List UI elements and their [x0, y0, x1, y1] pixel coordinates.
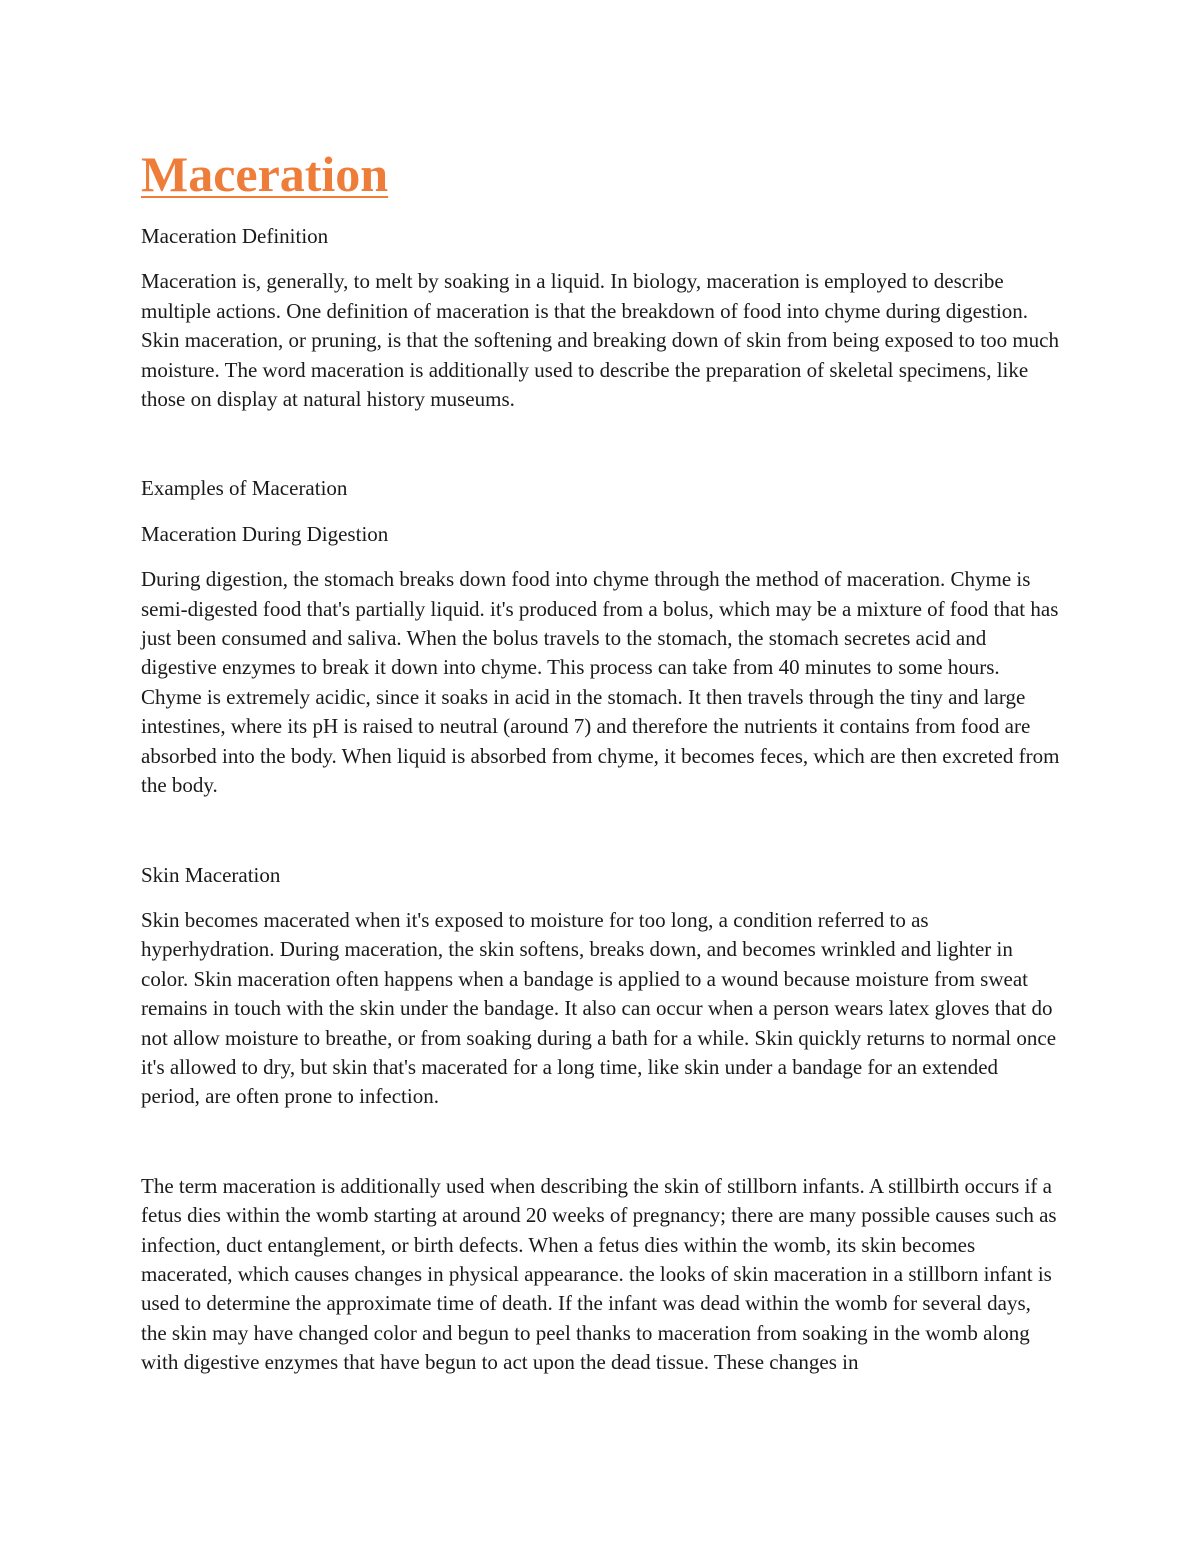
digestion-paragraph: During digestion, the stomach breaks down food into chyme through the method of maceration. Chyme is semi-digested food that's partially liquid. it's produced from a bolus, which may be a mixture of food that has just been consumed and saliva. When the bolus travels to the stomach, the stomach secretes acid and digestive enzymes to break it down into chyme. This process can take from 40 minutes to some hours. Chyme is extremely acidic, since it soaks in acid in the stomach. It then travels through the tiny and large intestines, where its pH is raised to neutral (around 7) and therefore the nutrients it contains from food are absorbed into the body. When liquid is absorbed from chyme, it becomes feces, which are then excreted from the body.	[141, 567, 1060, 798]
section-spacer	[141, 1112, 1061, 1172]
skin-heading: Skin Maceration	[141, 862, 281, 887]
digestion-heading: Maceration During Digestion	[141, 521, 389, 546]
stillborn-paragraph: The term maceration is additionally used when describing the skin of stillborn infants. A stillbirth occurs if a fetus dies within the womb starting at around 20 weeks of pregnancy; there are many possible causes such as infection, duct entanglement, or birth defects. When a fetus dies within the womb, its skin becomes macerated, which causes changes in physical appearance. the looks of skin maceration in a stillborn infant is used to determine the approximate time of death. If the infant was dead within the womb for several days, the skin may have changed color and begun to peel thanks to maceration from soaking in the womb along with digestive enzymes that have begun to act upon the dead tissue. These changes in	[141, 1173, 1057, 1375]
skin-paragraph: Skin becomes macerated when it's exposed to moisture for too long, a condition referred to as hyperhydration. During maceration, the skin softens, breaks down, and becomes wrinkled and lighter in color. Skin maceration often happens when a bandage is applied to a wound because moisture from sweat remains in touch with the skin under the bandage. It also can occur when a person wears latex gloves that do not allow moisture to breathe, or from soaking during a bath for a while. Skin quickly returns to normal once it's allowed to dry, but skin that's macerated for a long time, like skin under a bandage for an extended period, are often prone to infection.	[141, 907, 1057, 1109]
document-body	[141, 140, 1061, 1378]
document-title: Maceration	[141, 146, 389, 202]
definition-heading: Maceration Definition	[141, 224, 329, 248]
section-spacer	[141, 801, 1061, 861]
examples-heading: Examples of Maceration	[141, 476, 348, 501]
definition-paragraph: Maceration is, generally, to melt by soaking in a liquid. In biology, maceration is employed to describe multiple actions. One definition of maceration is that the breakdown of food into chyme during digestion. Skin maceration, or pruning, is that the softening and breaking down of skin from being exposed to too much moisture. The word maceration is additionally used to describe the preparation of skeletal specimens, like those on display at natural history museums.	[141, 269, 1059, 412]
section-spacer	[141, 414, 1061, 474]
